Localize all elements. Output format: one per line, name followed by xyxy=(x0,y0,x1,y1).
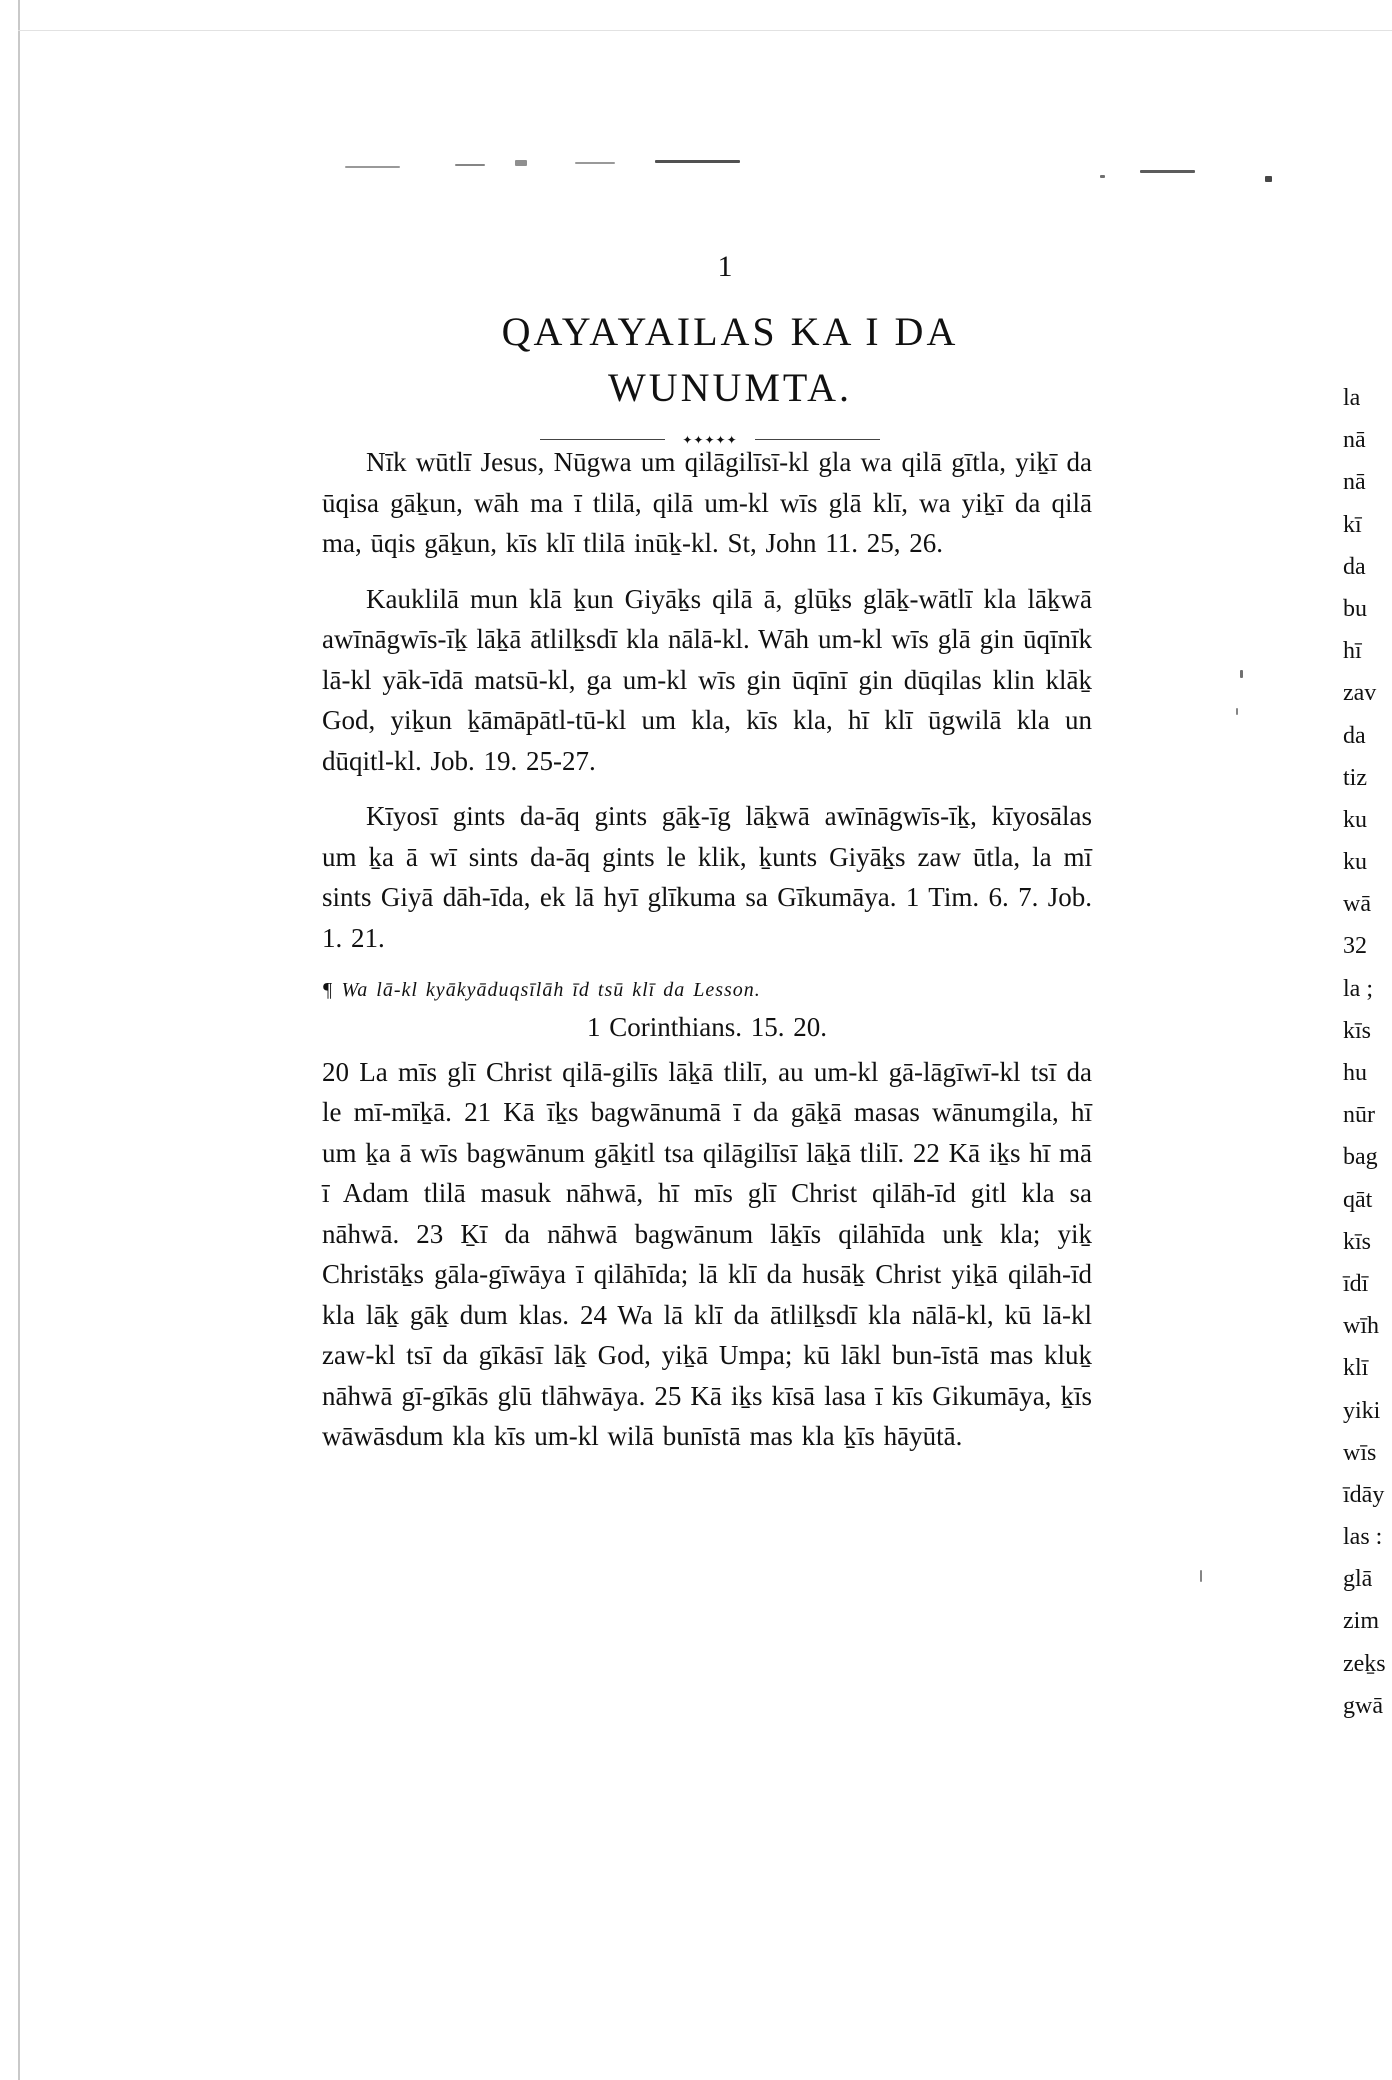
page-title-line: QAYAYAILAS KA I DA xyxy=(501,309,959,354)
adjacent-line: zim xyxy=(1343,1608,1379,1635)
adjacent-line: gwā xyxy=(1343,1692,1383,1719)
adjacent-line: bu xyxy=(1343,595,1367,622)
adjacent-line: wā xyxy=(1343,891,1371,918)
scripture-paragraph: Nīk wūtlī Jesus, Nūgwa um qilāgilīsī-kl gla wa qilā gītla, yiḵī da ūqisa gāḵun, wāh ma ī tlilā, qilā um-kl wīs glā klī, wa yiḵī da qilā ma, ūqis gāḵun, kīs klī tlilā inūḵ-kl. St, John 11. 25, 26. xyxy=(322,447,1092,558)
adjacent-line: da xyxy=(1343,553,1366,580)
adjacent-line: īdī xyxy=(1343,1270,1369,1297)
page-title xyxy=(380,304,1080,416)
page-number: 1 xyxy=(717,250,733,283)
adjacent-line: klī xyxy=(1343,1355,1369,1382)
page-title-line: WUNUMTA. xyxy=(607,365,853,410)
adjacent-line: īdāy xyxy=(1343,1481,1385,1508)
adjacent-page-fragment xyxy=(1343,377,1392,1727)
adjacent-line: wīs xyxy=(1343,1439,1377,1466)
adjacent-line: tiz xyxy=(1343,764,1367,791)
main-text-column xyxy=(322,442,1092,1472)
scan-speck xyxy=(655,160,740,163)
scan-speck xyxy=(455,164,485,166)
scripture-paragraph: Kīyosī gints da-āq gints gāḵ-īg lāḵwā awīnāgwīs-īḵ, kīyosālas um ḵa ā wī sints da-āq gints le klik, ḵunts Giyāḵs zaw ūtla, la mī sints Giyā dāh-īda, ek lā hyī glīkuma sa Gīkumāya. 1 Tim. 6. 7. Job. 1. 21. xyxy=(322,801,1092,953)
adjacent-line: glā xyxy=(1343,1566,1373,1593)
scan-speck xyxy=(575,162,615,164)
adjacent-line: kīs xyxy=(1343,1017,1372,1044)
adjacent-line: la xyxy=(1343,385,1361,411)
scan-speck xyxy=(1236,708,1238,715)
scan-speck xyxy=(1100,175,1105,178)
lesson-heading: 1 Corinthians. 15. 20. xyxy=(587,1012,827,1042)
scan-speck xyxy=(1200,1570,1202,1582)
lesson-text: 20 La mīs glī Christ qilā-gilīs lāḵā tlilī, au um-kl gā-lāgīwī-kl tsī da le mī-mīḵā. 21 Kā īḵs bagwānumā ī da gāḵā masas wānumgila, hī um ḵa ā wīs bagwānum gāḵitl tsa qilāgilīsī lāḵā tlilī. 22 Kā iḵs hī mā ī Adam tlilā masuk nāhwā, hī mīs glī Christ qilāh-īd gitl kla sa nāhwā. 23 Ḵī da nāhwā bagwānum lāḵīs qilāhīda unḵ kla; yiḵ Christāḵs gāla-gīwāya ī qilāhīda; lā klī da husāḵ Christ yiḵā qilāh-īd kla lāḵ gāḵ dum klas. 24 Wa lā klī da ātlilḵsdī kla nālā-kl, kū lā-kl zaw-kl tsī da gīkāsī lāḵ God, yiḵā Umpa; kū lākl bun-īstā mas kluḵ nāhwā gī-gīkās glū tlāhwāya. 25 Kā iḵs kīsā lasa ī kīs Gikumāya, ḵīs wāwāsdum kla kīs um-kl wilā bunīstā mas kla ḵīs hāyūtā. xyxy=(322,1056,1092,1451)
adjacent-line: nūr xyxy=(1343,1102,1375,1129)
adjacent-line: bag xyxy=(1343,1144,1378,1171)
scan-speck xyxy=(515,160,527,166)
scan-frame-edge xyxy=(18,0,20,2080)
adjacent-line: kīs xyxy=(1343,1228,1372,1255)
adjacent-line: yiki xyxy=(1343,1397,1381,1424)
adjacent-line: zav xyxy=(1343,680,1377,707)
adjacent-line: wīh xyxy=(1343,1313,1379,1340)
adjacent-line: da xyxy=(1343,722,1366,749)
scan-speck xyxy=(1240,670,1243,678)
adjacent-line: nā xyxy=(1343,469,1366,496)
adjacent-line: la ; xyxy=(1343,975,1373,1002)
adjacent-line: zeḵs xyxy=(1343,1650,1386,1677)
adjacent-line: ku xyxy=(1343,849,1367,876)
adjacent-line: 32 xyxy=(1343,933,1367,960)
lesson-note: ¶ Wa lā-kl kyākyāduqsīlāh īd tsū klī da Lesson. xyxy=(322,979,761,1001)
scan-speck xyxy=(1140,170,1195,173)
adjacent-line: hī xyxy=(1343,638,1362,665)
adjacent-line: nā xyxy=(1343,427,1366,454)
adjacent-line: qāt xyxy=(1343,1186,1373,1213)
adjacent-line: las : xyxy=(1343,1524,1383,1551)
adjacent-line: hu xyxy=(1343,1060,1367,1086)
adjacent-line: ku xyxy=(1343,806,1367,833)
adjacent-line: kī xyxy=(1343,511,1362,538)
scripture-paragraph: Kauklilā mun klā ḵun Giyāḵs qilā ā, glūḵs glāḵ-wātlī kla lāḵwā awīnāgwīs-īḵ lāḵā ātlilḵsdī kla nālā-kl. Wāh um-kl wīs glā gin ūqīnīk lā-kl yāk-īdā matsū-kl, ga um-kl wīs gin ūqīnī gin dūqilas klin klāḵ God, yiḵun ḵāmāpātl-tū-kl um kla, kīs kla, hī klī ūgwilā kla un dūqitl-kl. Job. 19. 25-27. xyxy=(322,583,1092,776)
scan-speck xyxy=(345,166,400,168)
scan-speck xyxy=(1265,176,1272,182)
scan-frame-top-edge xyxy=(18,30,1392,31)
ornament-glyphs: ✦✦✦✦✦ xyxy=(665,433,755,447)
